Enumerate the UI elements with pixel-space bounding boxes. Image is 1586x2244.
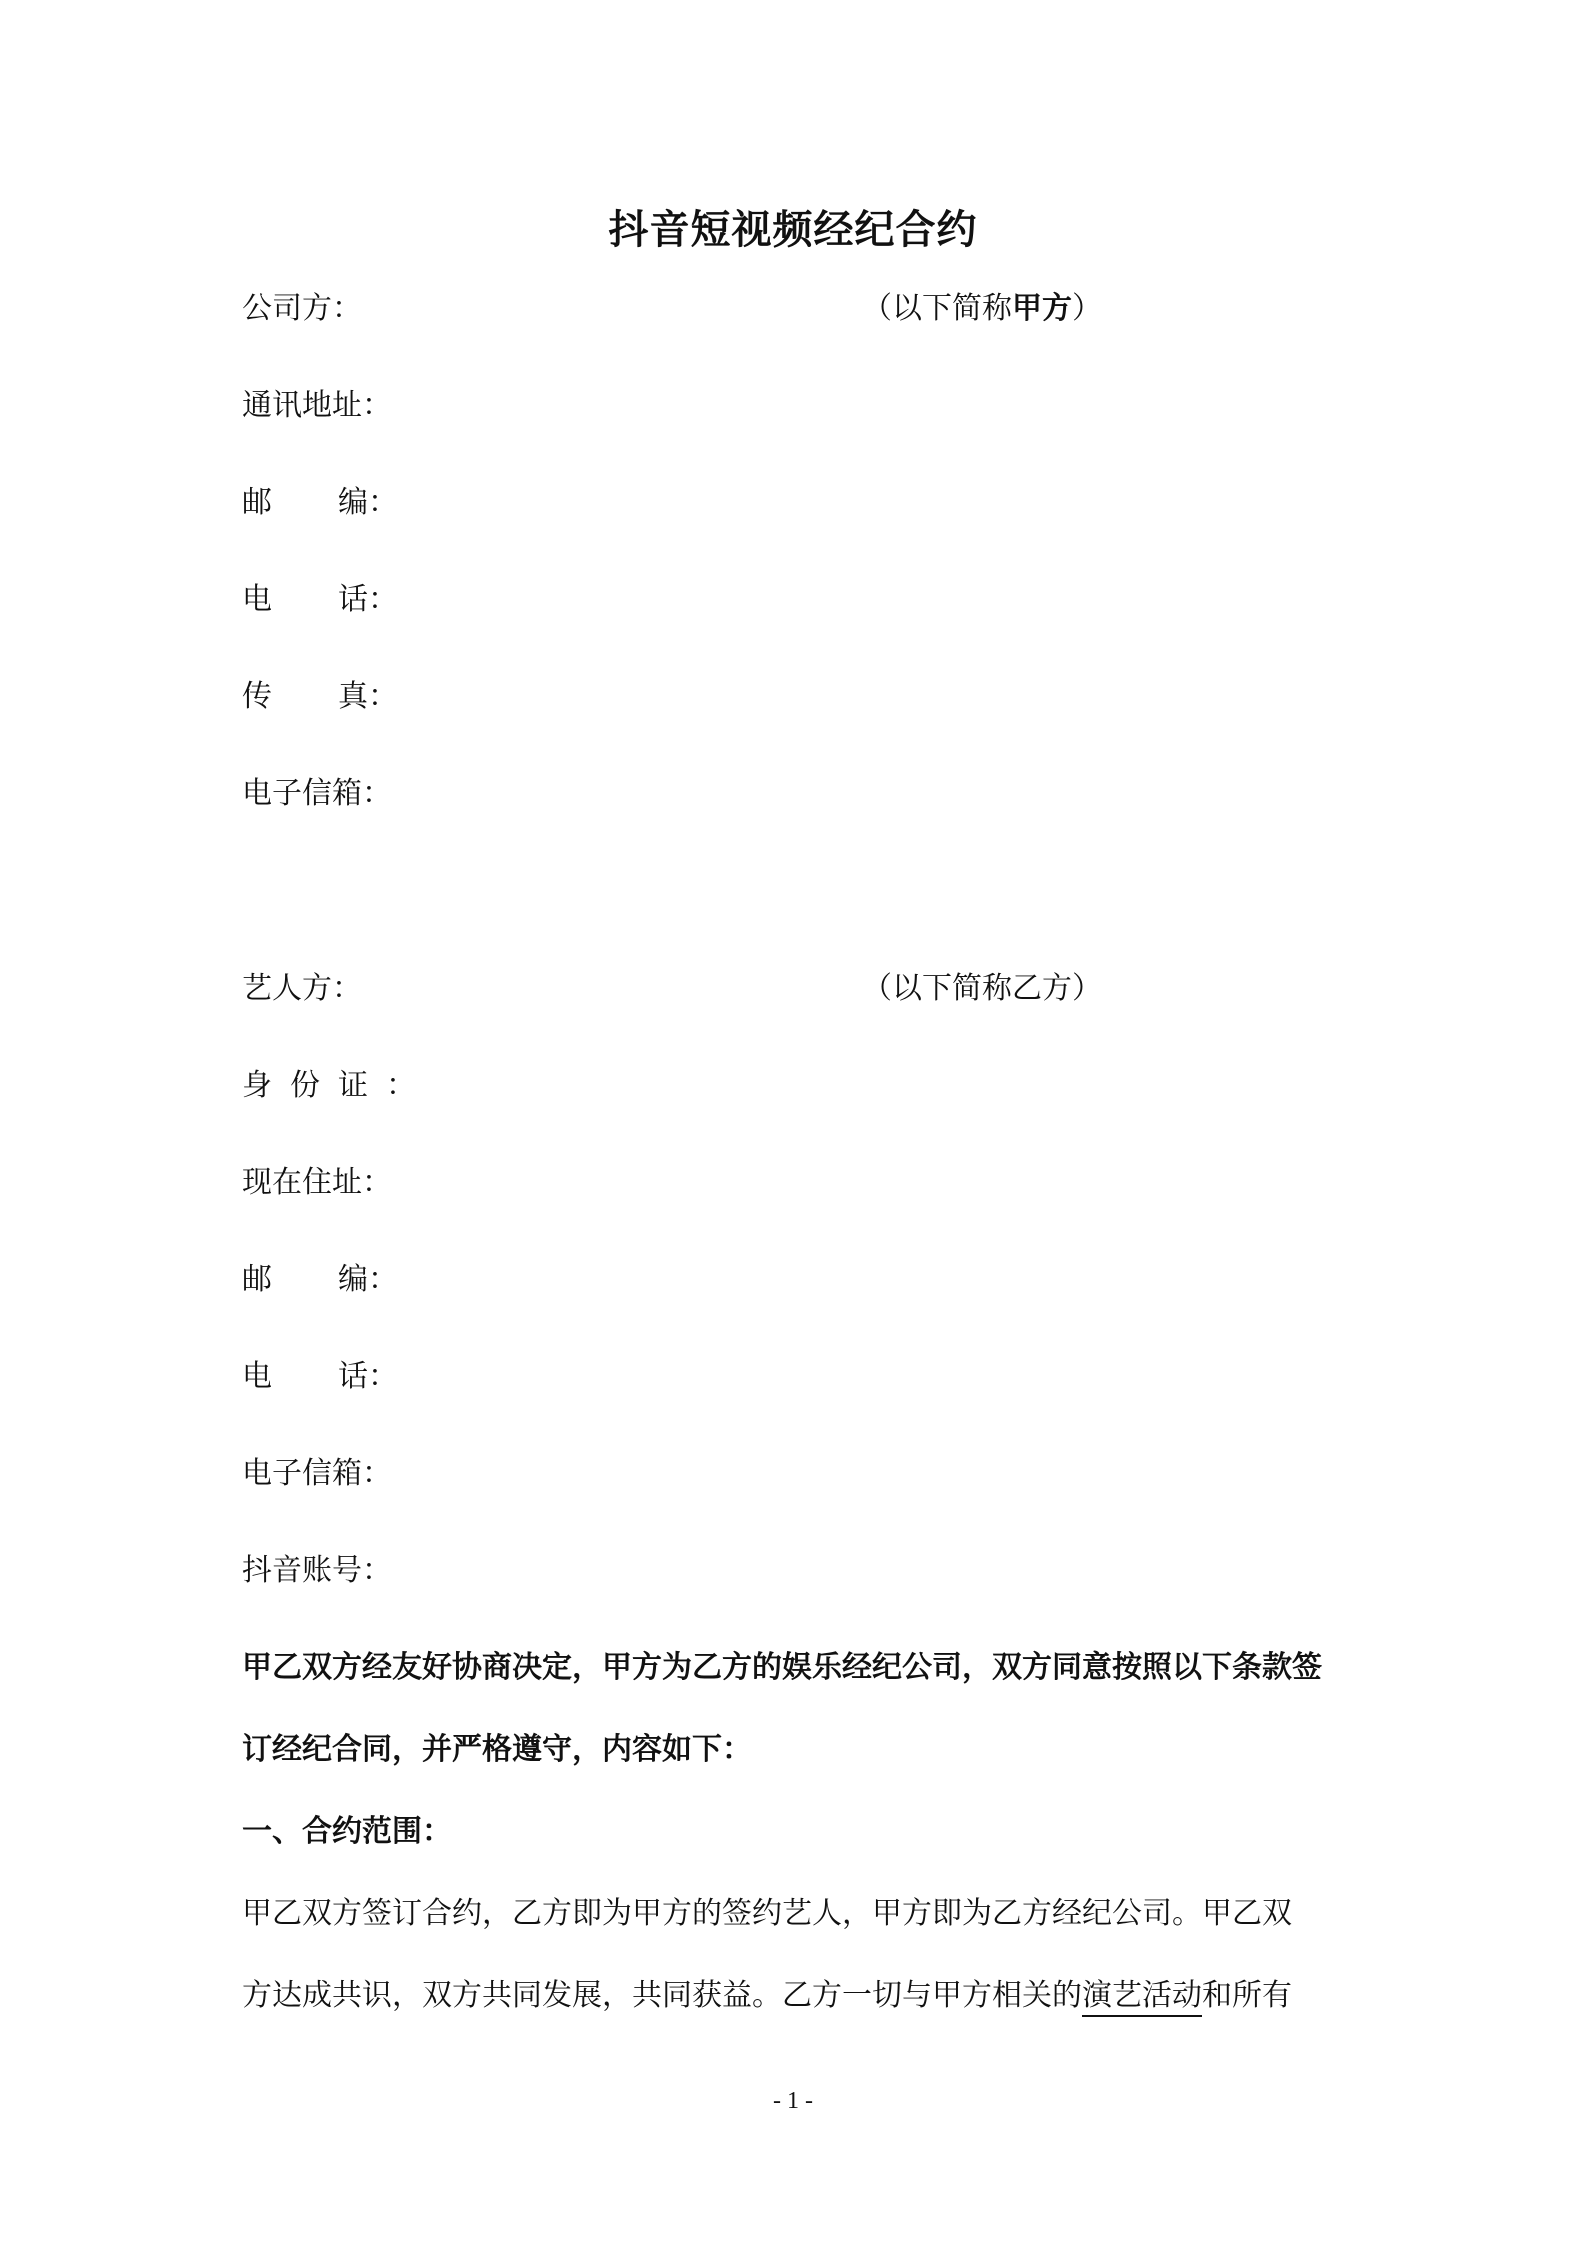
phone-label-b-2: 话：: [338, 1359, 398, 1394]
postcode-field-b: [242, 1260, 398, 1300]
section-1-line-1: 甲乙双方签订合约，乙方即为甲方的签约艺人，甲方即为乙方经纪公司。甲乙双: [242, 1896, 1292, 1931]
section-1-heading: 一、合约范围：: [242, 1814, 452, 1849]
document-title: 抖音短视频经纪合约: [608, 207, 978, 253]
company-abbr-em: 甲方: [1012, 291, 1072, 326]
id-card-label: 身份证：: [242, 1068, 434, 1103]
section-1-line-2: [242, 1976, 1358, 2016]
address-field: [242, 386, 392, 426]
email-field-b: [242, 1454, 392, 1494]
company-abbreviation: [862, 289, 1102, 329]
fax-label-2: 真：: [338, 679, 398, 714]
email-field-a: [242, 774, 392, 814]
douyin-account-field: [242, 1551, 392, 1591]
address-label: 通讯地址：: [242, 388, 392, 423]
preamble-line-1: 甲乙双方经友好协商决定，甲方为乙方的娱乐经纪公司，双方同意按照以下条款签: [242, 1650, 1322, 1685]
artist-abbreviation: （以下简称乙方）: [862, 971, 1102, 1006]
fax-field: [242, 677, 398, 717]
email-label-b: 电子信箱：: [242, 1456, 392, 1491]
postcode-label-a-1: 邮: [242, 485, 272, 520]
postcode-label-a-2: 编：: [338, 485, 398, 520]
postcode-field-a: [242, 483, 398, 523]
residence-label: 现在住址：: [242, 1165, 392, 1200]
fax-label-1: 传: [242, 679, 272, 714]
performance-activities-term: 演艺活动: [1082, 1978, 1202, 2017]
section-1-line-2-post: 和所有: [1202, 1978, 1292, 2013]
phone-field-a: [242, 580, 398, 620]
phone-label-b-1: 电: [242, 1359, 272, 1394]
section-1-line-2-pre: 方达成共识，双方共同发展，共同获益。乙方一切与甲方相关的: [242, 1978, 1082, 2013]
phone-label-a-2: 话：: [338, 582, 398, 617]
phone-field-b: [242, 1357, 398, 1397]
company-abbr-post: ）: [1072, 291, 1102, 326]
company-abbr-pre: （以下简称: [862, 291, 1012, 326]
company-field: [242, 289, 362, 329]
postcode-label-b-2: 编：: [338, 1262, 398, 1297]
preamble-line-2: 订经纪合同，并严格遵守，内容如下：: [242, 1732, 752, 1767]
id-card-field: [242, 1066, 434, 1106]
douyin-account-label: 抖音账号：: [242, 1553, 392, 1588]
page-number: - 1 -: [773, 2088, 813, 2114]
artist-field: [242, 969, 362, 1009]
postcode-label-b-1: 邮: [242, 1262, 272, 1297]
phone-label-a-1: 电: [242, 582, 272, 617]
company-label: 公司方：: [242, 291, 362, 326]
email-label-a: 电子信箱：: [242, 776, 392, 811]
residence-field: [242, 1163, 392, 1203]
artist-label: 艺人方：: [242, 971, 362, 1006]
